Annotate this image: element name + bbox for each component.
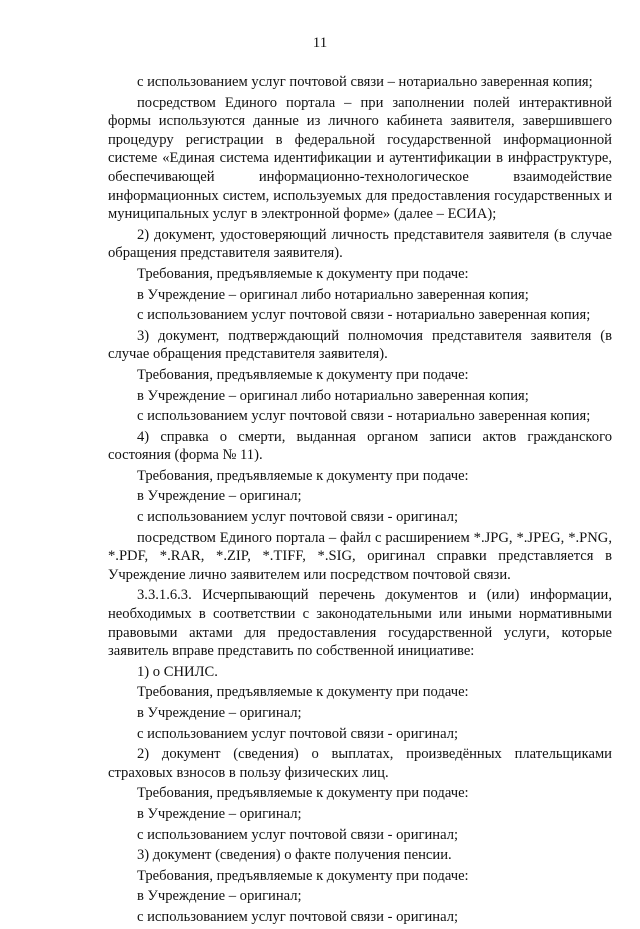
paragraph: Требования, предъявляемые к документу при подаче: [137,366,469,383]
paragraph: 3.3.1.6.3. Исчерпывающий перечень документов и (или) информации, необходимых в соответствии с законодательными или иными нормативными правовыми актами для предоставления государственной услуги, которые заявитель вправе представить по собственной инициативе: [108,587,612,660]
paragraph: с использованием услуг почтовой связи - оригинал; [137,725,459,742]
paragraph: в Учреждение – оригинал либо нотариально заверенная копия; [137,387,529,404]
paragraph: с использованием услуг почтовой связи – нотариально заверенная копия; [137,74,593,90]
paragraph: с использованием услуг почтовой связи - оригинал; [137,826,459,843]
paragraph: в Учреждение – оригинал; [137,888,302,905]
paragraph: 1) о СНИЛС. [137,663,218,680]
paragraph: посредством Единого портала – при заполнении полей интерактивной формы используются данные из личного кабинета заявителя, завершившего процедуру регистрации в федеральной государственной информационной системе «Единая система идентификации и аутентификации в инфраструктуре, обеспечивающей информационно-технологическое взаимодействие информационных систем, используемых для предоставления государственных и муниципальных услуг в электронной форме» (далее – ЕСИА); [108,94,612,223]
page-number: 11 [312,35,328,51]
paragraph: с использованием услуг почтовой связи - оригинал; [137,509,459,526]
paragraph: 3) документ (сведения) о факте получения пенсии. [137,847,452,864]
paragraph: 2) документ (сведения) о выплатах, произведённых плательщиками страховых взносов в пользу физических лиц. [108,746,612,781]
paragraph: 3) документ, подтверждающий полномочия представителя заявителя (в случае обращения представителя заявителя). [108,327,612,363]
paragraph: 4) справка о смерти, выданная органом записи актов гражданского состояния (форма № 11). [108,428,612,464]
paragraph: с использованием услуг почтовой связи - нотариально заверенная копия; [137,307,591,324]
paragraph: Требования, предъявляемые к документу при подаче: [137,867,469,884]
paragraph: с использованием услуг почтовой связи - нотариально заверенная копия; [137,408,591,425]
paragraph: посредством Единого портала – файл с расширением *.JPG, *.JPEG, *.PNG, *.PDF, *.RAR, *.ZIP, *.TIFF, *.SIG, оригинал справки представляется в Учреждение лично заявителем или посредством почтовой связи. [108,529,612,583]
paragraph: в Учреждение – оригинал либо нотариально заверенная копия; [137,286,529,303]
paragraph: в Учреждение – оригинал; [137,805,302,822]
paragraph: Требования, предъявляемые к документу при подаче: [137,785,469,802]
paragraph: в Учреждение – оригинал; [137,488,302,505]
paragraph: Требования, предъявляемые к документу при подаче: [137,467,469,484]
paragraph: Требования, предъявляемые к документу при подаче: [137,684,469,701]
paragraph: с использованием услуг почтовой связи - оригинал; [137,908,459,925]
document-body [108,73,612,929]
paragraph: Требования, предъявляемые к документу при подаче: [137,265,469,282]
paragraph: 2) документ, удостоверяющий личность представителя заявителя (в случае обращения представителя заявителя). [108,226,612,262]
paragraph: в Учреждение – оригинал; [137,705,302,721]
